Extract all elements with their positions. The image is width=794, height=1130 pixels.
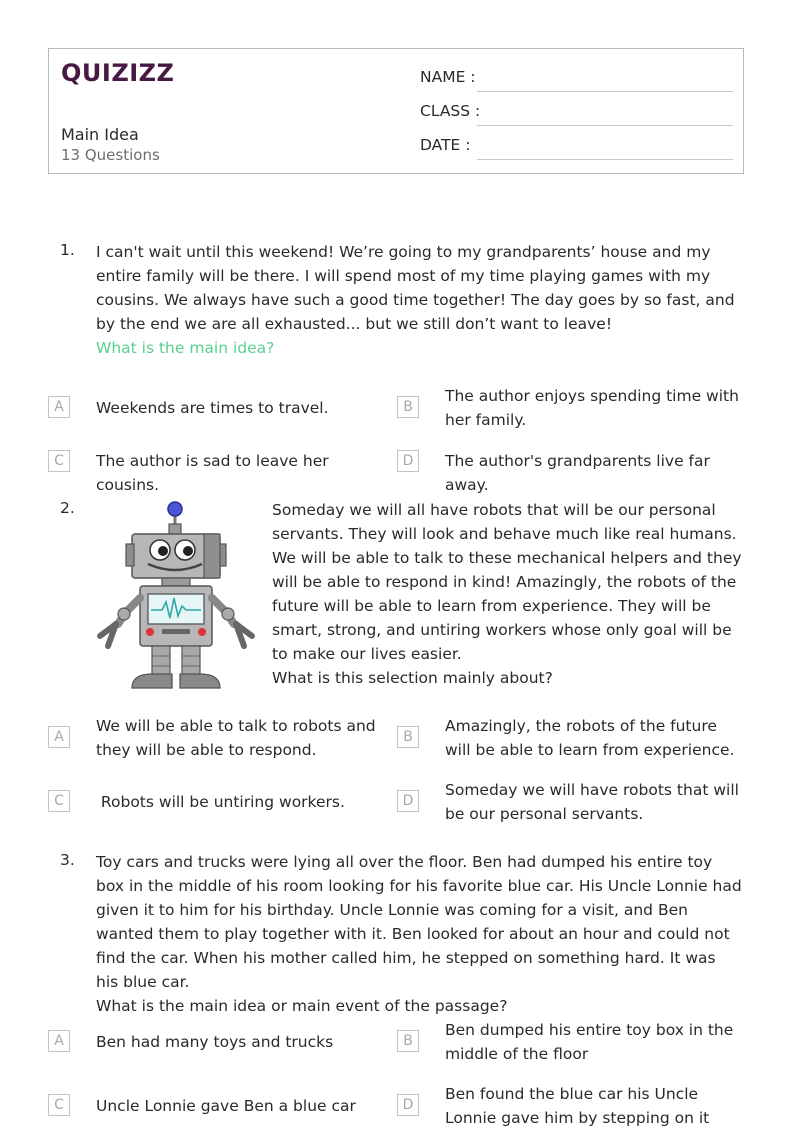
option-text: Amazingly, the robots of the future will be able to learn from experience.	[445, 717, 735, 759]
robot-illustration	[96, 498, 256, 690]
option-letter-box[interactable]: A	[48, 396, 70, 418]
option-text: The author enjoys spending time with her family.	[445, 387, 739, 429]
question-number: 3.	[60, 851, 75, 869]
question-passage	[272, 498, 744, 690]
date-label: DATE :	[420, 136, 471, 154]
question-prompt: What is this selection mainly about?	[272, 669, 553, 687]
worksheet-title: Main Idea	[61, 125, 139, 144]
class-field	[420, 102, 733, 124]
class-line	[477, 125, 733, 126]
name-field	[420, 68, 733, 90]
option-letter-box[interactable]: A	[48, 1030, 70, 1052]
option-letter-box[interactable]: C	[48, 1094, 70, 1116]
option-letter-box[interactable]: C	[48, 450, 70, 472]
passage-text: I can't wait until this weekend! We’re going to my grandparents’ house and my entire family will be there. I will spend most of my time playing games with my cousins. We always have such a good time together! The day goes by so fast, and by the end we are all exhausted... but we still don’t want to leave!	[96, 243, 735, 333]
option-text: Someday we will have robots that will be our personal servants.	[445, 781, 739, 823]
worksheet-header	[48, 48, 744, 174]
passage-text: Toy cars and trucks were lying all over the floor. Ben had dumped his entire toy box in the middle of his room looking for his favorite blue car. His Uncle Lonnie had given it to him for his birthday. Uncle Lonnie was coming for a visit, and Ben wanted them to play together with it. Ben looked for about an hour and could not find the car. When his mother called him, he stepped on something hard. It was his blue car.	[96, 853, 742, 991]
question-number: 2.	[60, 499, 75, 517]
option-letter-box[interactable]: C	[48, 790, 70, 812]
option-text: Weekends are times to travel.	[96, 399, 329, 417]
option-text: Ben found the blue car his Uncle Lonnie gave him by stepping on it	[445, 1085, 710, 1127]
passage-text: Someday we will all have robots that will be our personal servants. They will look and behave much like real humans. We will be able to talk to these mechanical helpers and they will be able to respond in kind! Amazingly, the robots of the future will be able to learn from experience. They will be smart, strong, and untiring workers whose only goal will be to make our lives easier.	[272, 501, 742, 663]
question-passage	[96, 240, 742, 360]
question-prompt: What is the main idea?	[96, 339, 275, 357]
option-text: We will be able to talk to robots and they will be able to respond.	[96, 717, 376, 759]
name-label: NAME :	[420, 68, 476, 86]
option-letter-box[interactable]: B	[397, 726, 419, 748]
option-text: Robots will be untiring workers.	[96, 793, 345, 811]
name-line	[477, 91, 733, 92]
option-text: Ben had many toys and trucks	[96, 1033, 334, 1051]
question-passage	[96, 850, 742, 1018]
option-letter-box[interactable]: D	[397, 450, 419, 472]
option-letter-box[interactable]: B	[397, 1030, 419, 1052]
option-text: Ben dumped his entire toy box in the middle of the floor	[445, 1021, 734, 1063]
class-label: CLASS :	[420, 102, 481, 120]
date-line	[477, 159, 733, 160]
option-letter-box[interactable]: B	[397, 396, 419, 418]
option-text: Uncle Lonnie gave Ben a blue car	[96, 1097, 356, 1115]
date-field	[420, 136, 733, 158]
question-number: 1.	[60, 241, 75, 259]
quizizz-logo: QUIZIZZ	[61, 59, 175, 87]
option-text: The author is sad to leave her cousins.	[96, 452, 329, 494]
question-prompt: What is the main idea or main event of the passage?	[96, 997, 508, 1015]
option-text: The author's grandparents live far away.	[445, 452, 710, 494]
option-letter-box[interactable]: D	[397, 1094, 419, 1116]
question-count: 13 Questions	[61, 146, 160, 164]
option-letter-box[interactable]: A	[48, 726, 70, 748]
option-letter-box[interactable]: D	[397, 790, 419, 812]
